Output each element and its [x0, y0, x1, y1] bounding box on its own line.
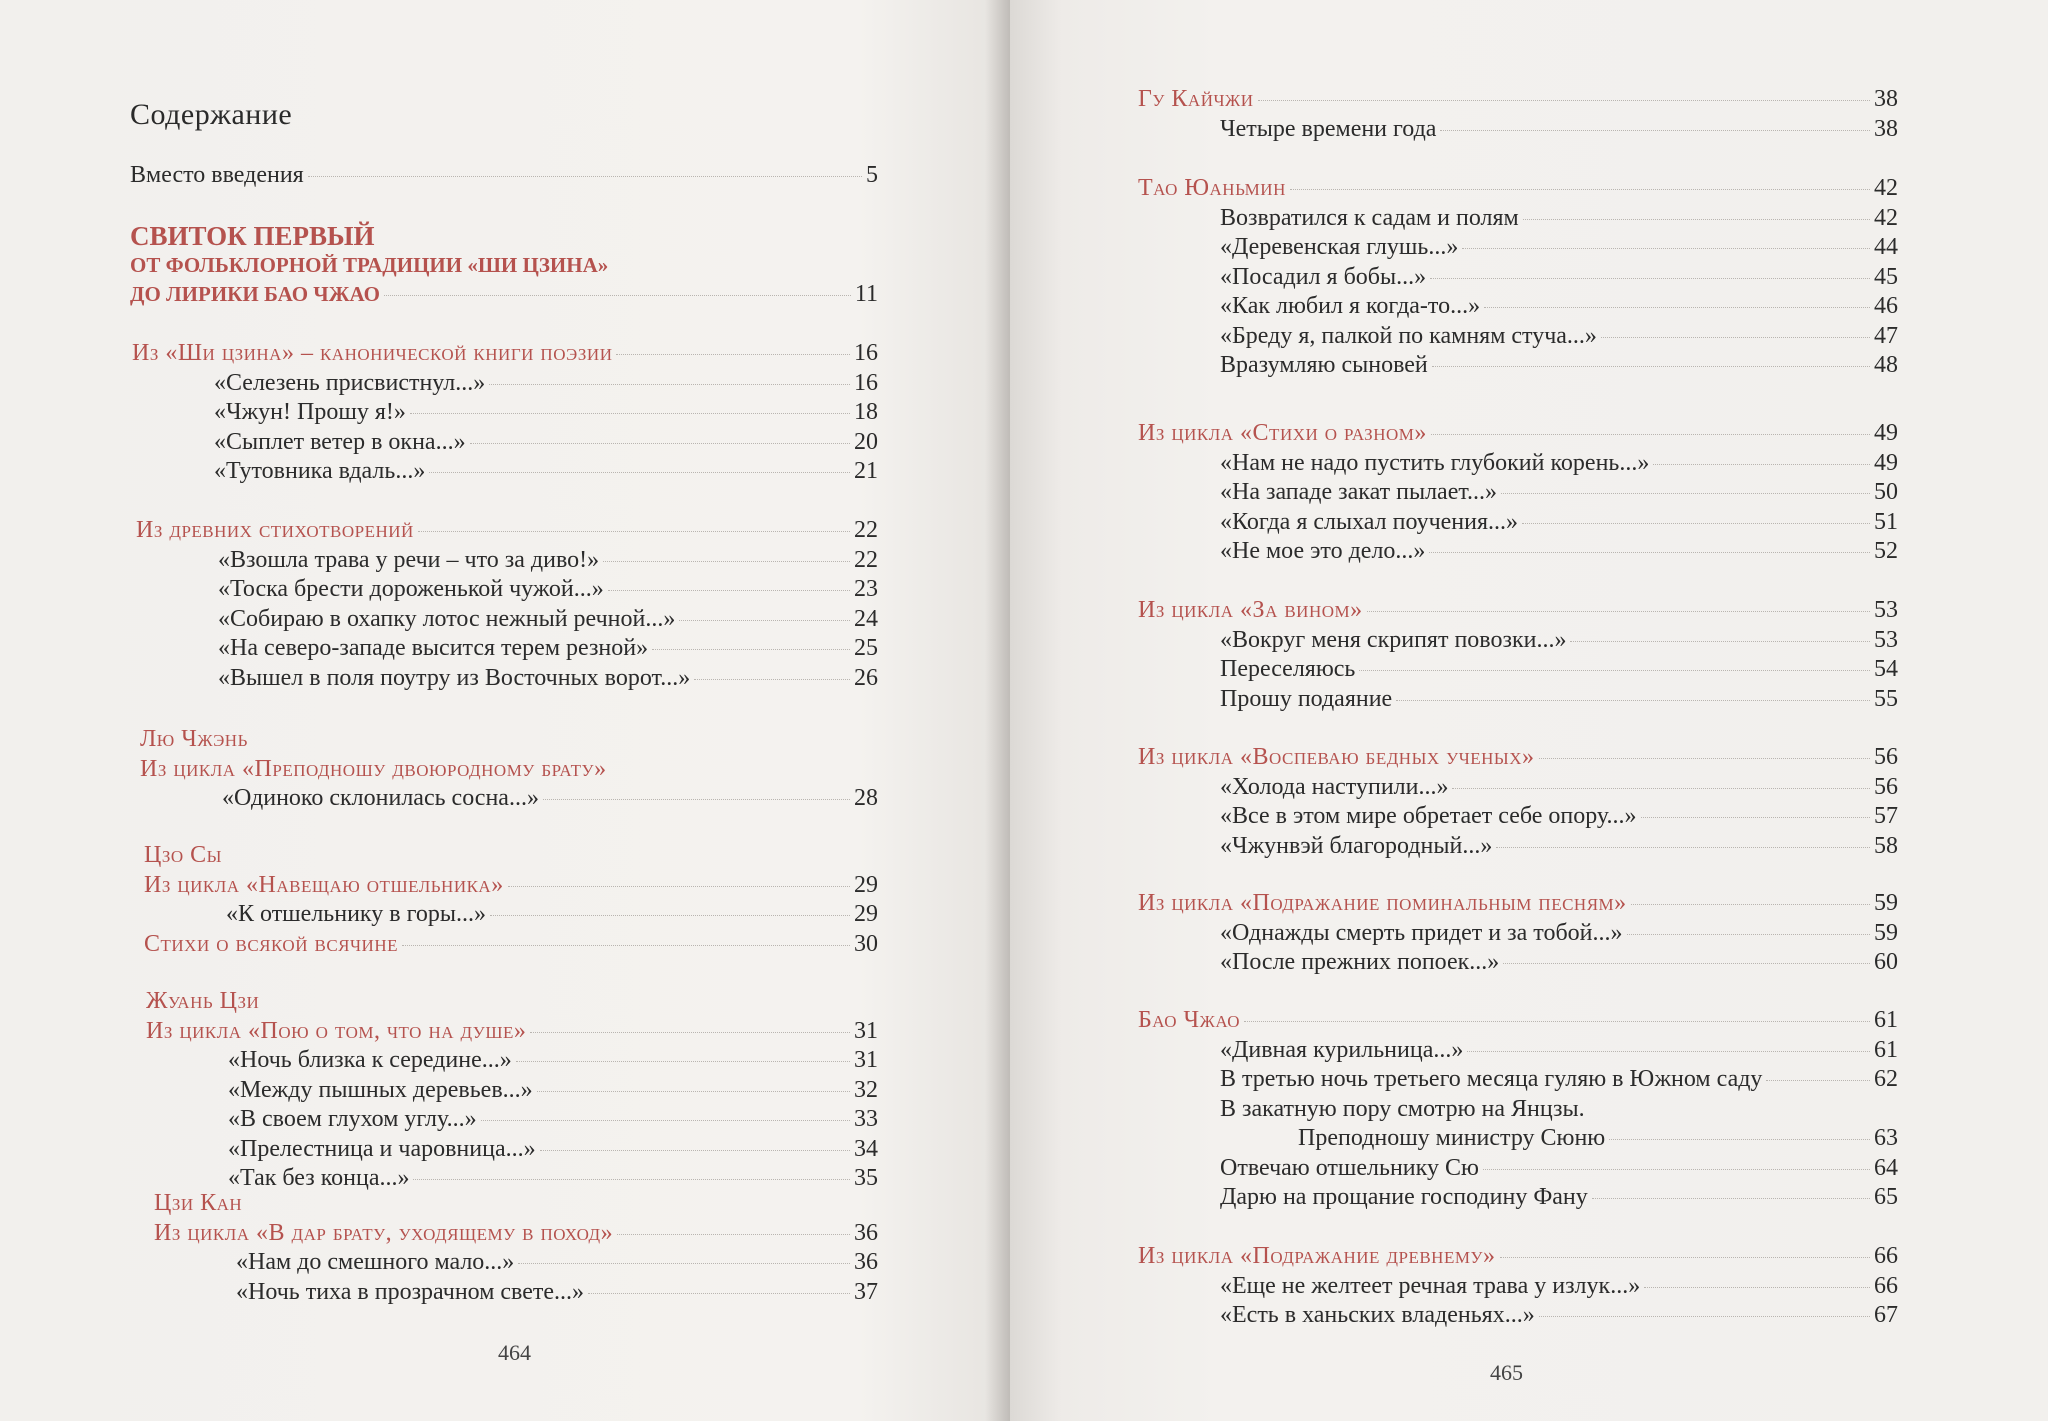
page-ref: 29 [854, 901, 878, 927]
page-ref: 31 [854, 1047, 878, 1073]
page-ref: 37 [854, 1278, 878, 1305]
dot-leader [608, 590, 850, 591]
page-ref: 36 [854, 1219, 878, 1246]
cycle-title: Из цикла «Воспеваю бедных ученых» [1138, 744, 1535, 770]
dot-leader [1290, 189, 1870, 190]
misc-poems-section [1138, 420, 1898, 568]
page-ref: 64 [1874, 1154, 1898, 1181]
entry-title: «Вокруг меня скрипят повозки...» [1220, 626, 1567, 653]
page-number: 465 [1490, 1360, 1523, 1385]
page-ref: 28 [854, 785, 878, 811]
dot-leader [1432, 366, 1870, 367]
page-ref: 24 [854, 605, 878, 632]
page-ref: 29 [854, 871, 878, 898]
left-page [0, 0, 1010, 1421]
dot-leader [1500, 1257, 1871, 1258]
entry-title: Возвратился к садам и полям [1220, 204, 1519, 231]
cycle-title: Из цикла «Стихи о разном» [1138, 420, 1427, 446]
scroll-subtitle-2: ДО ЛИРИКИ БАО ЧЖАО [130, 282, 380, 306]
dot-leader [1523, 219, 1870, 220]
page-ref: 53 [1874, 597, 1898, 623]
entry-title: «Не мое это дело...» [1220, 538, 1426, 564]
page-ref: 53 [1874, 626, 1898, 653]
entry-title: «После прежних попоек...» [1220, 949, 1500, 975]
dot-leader [694, 679, 850, 680]
cycle-title: Из цикла «Преподношу двоюродному брату» [140, 755, 607, 782]
page-ref: 61 [1874, 1007, 1898, 1033]
entry-title: «Вышел в поля поутру из Восточных ворот...» [218, 664, 691, 691]
dot-leader [1570, 641, 1870, 642]
page-ref: 46 [1874, 293, 1898, 319]
bao-zhao-section [1138, 1007, 1898, 1214]
page-ref: 38 [1874, 115, 1898, 142]
contents-heading: Содержание [130, 98, 293, 131]
dot-leader [1462, 248, 1870, 249]
page-ref: 66 [1874, 1243, 1898, 1269]
entry-title: «Селезень присвистнул...» [214, 369, 486, 396]
page-ref: 26 [854, 664, 878, 691]
shi-jing-section [132, 340, 878, 488]
dot-leader [1766, 1080, 1870, 1081]
entry-title: «К отшельнику в горы...» [226, 901, 486, 927]
entry-title: В закатную пору смотрю на Янцзы. [1220, 1095, 1585, 1122]
entry-title: Отвечаю отшельнику Сю [1220, 1154, 1479, 1181]
page-ref: 22 [854, 546, 878, 573]
dot-leader [1522, 523, 1870, 524]
page-ref: 16 [854, 369, 878, 396]
entry-title: Четыре времени года [1220, 115, 1437, 142]
dot-leader [1467, 1051, 1870, 1052]
entry-title: Вместо введения [130, 162, 304, 188]
entry-title: «Посадил я бобы...» [1220, 263, 1427, 290]
author-name: Жуань Цзи [146, 988, 260, 1014]
dot-leader [1503, 963, 1870, 964]
page-ref: 44 [1874, 234, 1898, 260]
page-ref: 65 [1874, 1184, 1898, 1210]
dot-leader [1430, 278, 1870, 279]
ruan-ji-section [146, 988, 878, 1195]
section-title: Из «Ши цзина» – канонической книги поэзии [132, 340, 613, 366]
page-ref: 67 [1874, 1302, 1898, 1328]
page-ref: 42 [1874, 204, 1898, 231]
dot-leader [1631, 904, 1870, 905]
page-ref: 60 [1874, 949, 1898, 975]
page-ref: 42 [1874, 175, 1898, 201]
dot-leader [1496, 847, 1870, 848]
dot-leader [516, 1061, 850, 1062]
dot-leader [588, 1293, 850, 1294]
dot-leader [1431, 434, 1870, 435]
dot-leader [1483, 1169, 1870, 1170]
page-ref: 22 [854, 517, 878, 543]
page-ref: 57 [1874, 803, 1898, 829]
dot-leader [1644, 1287, 1870, 1288]
dot-leader [1641, 817, 1870, 818]
dot-leader [508, 886, 850, 887]
dot-leader [1359, 670, 1870, 671]
dot-leader [418, 531, 850, 532]
entry-title: «На северо-западе высится терем резной» [218, 635, 649, 661]
page-ref: 32 [854, 1076, 878, 1103]
entry-title: «Дивная курильница...» [1220, 1036, 1464, 1063]
page-ref: 49 [1874, 420, 1898, 446]
tao-yuanming-section [1138, 175, 1898, 382]
dot-leader [1501, 493, 1870, 494]
dot-leader [1396, 700, 1870, 701]
dot-leader [1452, 788, 1870, 789]
entry-title: «В своем глухом углу...» [228, 1106, 477, 1132]
page-ref: 61 [1874, 1036, 1898, 1063]
dot-leader [543, 799, 850, 800]
entry-title: «Тоска брести дороженькой чужой...» [218, 576, 604, 602]
section-title: Из древних стихотворений [136, 517, 414, 543]
cycle-title: Из цикла «Пою о том, что на душе» [146, 1017, 527, 1044]
dot-leader [470, 443, 850, 444]
author-name: Бао Чжао [1138, 1007, 1241, 1033]
page-ref: 35 [854, 1165, 878, 1191]
page-ref: 5 [866, 162, 878, 188]
poor-scholars-section [1138, 744, 1898, 862]
page-ref: 34 [854, 1135, 878, 1162]
entry-title: «Нам не надо пустить глубокий корень...» [1220, 449, 1650, 476]
entry-title: «Однажды смерть придет и за тобой...» [1220, 919, 1623, 946]
page-ref: 23 [854, 576, 878, 602]
entry-title: Вразумляю сыновей [1220, 352, 1428, 378]
section-title: Стихи о всякой всячине [144, 930, 398, 957]
page-ref: 52 [1874, 538, 1898, 564]
dot-leader [1258, 100, 1870, 101]
entry-title: В третью ночь третьего месяца гуляю в Южном саду [1220, 1066, 1763, 1092]
cycle-title: Из цикла «За вином» [1138, 597, 1363, 623]
entry-title: «Как любил я когда-то...» [1220, 293, 1481, 319]
author-name: Цзи Кан [154, 1190, 243, 1216]
ji-kang-section [154, 1190, 878, 1308]
entry-title: «Тутовника вдаль...» [214, 458, 426, 484]
entry-title: «Нам до смешного мало...» [236, 1249, 515, 1275]
dot-leader [1609, 1139, 1870, 1140]
dot-leader [540, 1150, 850, 1151]
dot-leader [308, 176, 862, 177]
dot-leader [384, 295, 851, 296]
dot-leader [616, 354, 850, 355]
page-ref: 16 [854, 340, 878, 366]
page-ref: 49 [1874, 449, 1898, 476]
cycle-title: Из цикла «Подражание древнему» [1138, 1243, 1496, 1269]
dot-leader [679, 620, 850, 621]
cycle-title: Из цикла «Навещаю отшельника» [144, 871, 504, 898]
ancient-poems-section [136, 517, 878, 694]
page-ref: 47 [1874, 322, 1898, 349]
dot-leader [1592, 1198, 1870, 1199]
liu-zhen-section [140, 726, 878, 815]
gu-kaizhi-section [1138, 86, 1898, 145]
entry-title: «Все в этом мире обретает себе опору...» [1220, 803, 1637, 829]
page-number: 464 [498, 1340, 531, 1365]
page-ref: 62 [1874, 1066, 1898, 1092]
page-ref: 36 [854, 1249, 878, 1275]
dot-leader [402, 945, 850, 946]
dot-leader [530, 1032, 850, 1033]
page-ref: 20 [854, 428, 878, 455]
zuo-si-section [144, 842, 878, 960]
dot-leader [603, 561, 850, 562]
dot-leader [489, 384, 850, 385]
dot-leader [617, 1234, 850, 1235]
cycle-title: Из цикла «В дар брату, уходящему в поход» [154, 1219, 614, 1246]
page-ref: 31 [854, 1017, 878, 1044]
page-ref: 66 [1874, 1272, 1898, 1299]
cycle-title: Из цикла «Подражание поминальным песням» [1138, 890, 1627, 916]
dot-leader [518, 1263, 850, 1264]
page-ref: 51 [1874, 508, 1898, 535]
scroll-one-heading [130, 222, 878, 309]
page-ref: 18 [854, 399, 878, 425]
page-ref: 56 [1874, 773, 1898, 800]
entry-title: «Чжун! Прошу я!» [214, 399, 406, 425]
entry-title: «Холода наступили...» [1220, 773, 1449, 800]
dot-leader [1601, 337, 1870, 338]
imitation-section [1138, 1243, 1898, 1332]
dot-leader [1484, 307, 1870, 308]
entry-title: «Бреду я, палкой по камням стуча...» [1220, 322, 1597, 349]
funeral-songs-section [1138, 890, 1898, 979]
intro-entry [130, 162, 878, 192]
entry-title: «Между пышных деревьев...» [228, 1076, 533, 1103]
entry-title: «Еще не желтеет речная трава у излук...» [1220, 1272, 1641, 1299]
entry-title: «Деревенская глушь...» [1220, 234, 1459, 260]
dot-leader [1539, 758, 1870, 759]
right-page [1010, 0, 2048, 1421]
dot-leader [413, 1179, 850, 1180]
page-ref: 56 [1874, 744, 1898, 770]
author-name: Лю Чжэнь [140, 726, 248, 752]
page-ref: 30 [854, 930, 878, 957]
entry-title: Преподношу министру Сюню [1298, 1125, 1606, 1151]
page-ref: 55 [1874, 685, 1898, 712]
dot-leader [537, 1091, 850, 1092]
entry-title: «Ночь тиха в прозрачном свете...» [236, 1278, 585, 1305]
page-ref: 21 [854, 458, 878, 484]
entry-title: «Взошла трава у речи – что за диво!» [218, 546, 600, 573]
wine-section [1138, 597, 1898, 715]
dot-leader [1367, 611, 1870, 612]
page-ref: 63 [1874, 1125, 1898, 1151]
page-ref: 38 [1874, 86, 1898, 112]
page-ref: 50 [1874, 479, 1898, 505]
entry-title: Дарю на прощание господину Фану [1220, 1184, 1588, 1210]
dot-leader [1244, 1021, 1870, 1022]
page-ref: 59 [1874, 919, 1898, 946]
entry-title: «Так без конца...» [228, 1165, 410, 1191]
page-ref: 45 [1874, 263, 1898, 290]
entry-title: «На западе закат пылает...» [1220, 479, 1498, 505]
entry-title: «Есть в ханьских владеньях...» [1220, 1302, 1535, 1328]
page-ref: 33 [854, 1106, 878, 1132]
dot-leader [481, 1120, 850, 1121]
author-name: Тао Юаньмин [1138, 175, 1286, 201]
page-ref: 25 [854, 635, 878, 661]
entry-title: Переселяюсь [1220, 656, 1356, 682]
page-ref: 48 [1874, 352, 1898, 378]
dot-leader [1539, 1316, 1870, 1317]
entry-title: «Собираю в охапку лотос нежный речной...» [218, 605, 676, 632]
page-ref: 58 [1874, 832, 1898, 859]
dot-leader [1653, 464, 1870, 465]
page-ref: 59 [1874, 890, 1898, 916]
entry-title: «Прелестница и чаровница...» [228, 1135, 536, 1162]
entry-title: «Ночь близка к середине...» [228, 1047, 512, 1073]
dot-leader [410, 413, 850, 414]
dot-leader [1429, 552, 1870, 553]
dot-leader [652, 649, 850, 650]
page-ref: 54 [1874, 656, 1898, 682]
page-ref: 11 [854, 281, 878, 307]
entry-title: «Когда я слыхал поучения...» [1220, 508, 1519, 535]
scroll-subtitle-1: ОТ ФОЛЬКЛОРНОЙ ТРАДИЦИИ «ШИ ЦЗИНА» [130, 253, 609, 277]
dot-leader [1440, 130, 1870, 131]
scroll-title: СВИТОК ПЕРВЫЙ [130, 221, 375, 251]
dot-leader [490, 915, 850, 916]
author-name: Цзо Сы [144, 842, 222, 868]
dot-leader [1627, 934, 1871, 935]
dot-leader [429, 472, 850, 473]
entry-title: «Чжунвэй благородный...» [1220, 832, 1493, 859]
author-name: Гу Кайчжи [1138, 86, 1254, 112]
entry-title: Прошу подаяние [1220, 685, 1393, 712]
entry-title: «Одиноко склонилась сосна...» [222, 785, 539, 811]
entry-title: «Сыплет ветер в окна...» [214, 428, 466, 455]
